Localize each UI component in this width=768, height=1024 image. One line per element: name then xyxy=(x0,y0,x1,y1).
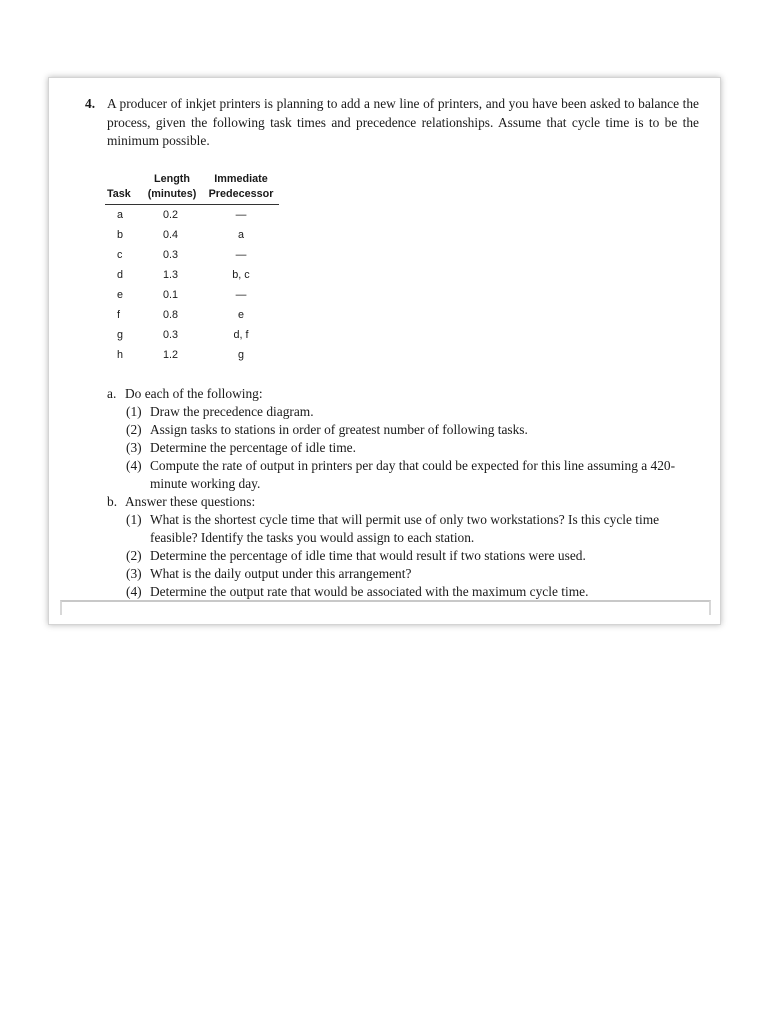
table-row xyxy=(105,345,279,365)
item-number: (3) xyxy=(126,566,142,581)
predecessor-cell: g xyxy=(237,349,244,361)
item-number: (1) xyxy=(126,512,142,527)
item-number: (2) xyxy=(126,548,142,563)
list-item xyxy=(107,457,701,493)
problem-number: 4. xyxy=(85,96,96,111)
predecessor-cell: — xyxy=(235,249,247,261)
questions xyxy=(107,385,701,601)
length-cell: 0.3 xyxy=(163,329,179,341)
item-text: Determine the output rate that would be associated with the maximum cycle time. xyxy=(150,584,589,599)
item-text: What is the daily output under this arrangement? xyxy=(150,566,412,581)
header-task: Task xyxy=(105,172,141,205)
length-cell: 0.3 xyxy=(163,249,179,261)
table-row xyxy=(105,285,279,305)
length-cell: 0.1 xyxy=(163,289,179,301)
problem-statement xyxy=(87,95,699,151)
list-item xyxy=(107,403,701,421)
length-cell: 1.3 xyxy=(163,269,179,281)
task-cell: h xyxy=(117,349,124,361)
task-cell: e xyxy=(117,289,124,301)
task-cell: c xyxy=(117,249,123,261)
predecessor-cell: b, c xyxy=(232,269,250,281)
predecessor-cell: — xyxy=(235,209,247,221)
task-cell: f xyxy=(117,309,120,321)
table-row xyxy=(105,225,279,245)
predecessor-cell: — xyxy=(235,289,247,301)
item-text: Compute the rate of output in printers per day that could be expected for this line assuming a 420-minute working day. xyxy=(150,458,676,491)
header-predecessor-line1: Immediate xyxy=(214,173,268,185)
table-header-row xyxy=(105,172,279,205)
header-predecessor xyxy=(203,172,279,205)
list-item xyxy=(107,421,701,439)
part-label: a. xyxy=(107,386,117,401)
table-row xyxy=(105,245,279,265)
item-text: Draw the precedence diagram. xyxy=(150,404,314,419)
page-bottom-frame xyxy=(60,600,711,615)
task-table xyxy=(105,172,279,365)
item-number: (1) xyxy=(126,404,142,419)
length-cell: 0.4 xyxy=(163,229,179,241)
task-cell: g xyxy=(117,329,124,341)
part-label: b. xyxy=(107,494,118,509)
table-row xyxy=(105,305,279,325)
item-text: Determine the percentage of idle time. xyxy=(150,440,356,455)
item-number: (2) xyxy=(126,422,142,437)
item-number: (4) xyxy=(126,584,142,599)
predecessor-cell: e xyxy=(237,309,244,321)
task-cell: d xyxy=(117,269,124,281)
predecessor-cell: a xyxy=(237,229,244,241)
list-item xyxy=(107,439,701,457)
header-length-line1: Length xyxy=(154,173,190,185)
part-title: Do each of the following: xyxy=(125,386,263,401)
part-b xyxy=(107,493,701,601)
list-item xyxy=(107,583,701,601)
item-number: (3) xyxy=(126,440,142,455)
item-text: Assign tasks to stations in order of greatest number of following tasks. xyxy=(150,422,528,437)
document-card xyxy=(48,77,721,625)
item-number: (4) xyxy=(126,458,142,473)
item-text: What is the shortest cycle time that will permit use of only two workstations? Is this cycle time feasible? Identify the tasks you would assign to each station. xyxy=(150,512,660,545)
table-row xyxy=(105,205,279,226)
predecessor-cell: d, f xyxy=(233,329,249,341)
length-cell: 0.8 xyxy=(163,309,179,321)
header-predecessor-line2: Predecessor xyxy=(208,188,274,200)
header-length xyxy=(141,172,203,205)
problem-text: A producer of inkjet printers is planning to add a new line of printers, and you have been asked to balance the process, given the following task times and precedence relationships. Assume that cycle time is to be the minimum possible. xyxy=(107,96,699,148)
task-cell: a xyxy=(117,209,124,221)
list-item xyxy=(107,565,701,583)
length-cell: 0.2 xyxy=(163,209,179,221)
list-item xyxy=(107,547,701,565)
part-a xyxy=(107,385,701,493)
list-item xyxy=(107,511,701,547)
item-text: Determine the percentage of idle time that would result if two stations were used. xyxy=(150,548,586,563)
length-cell: 1.2 xyxy=(163,349,179,361)
task-cell: b xyxy=(117,229,124,241)
table-row xyxy=(105,325,279,345)
table-row xyxy=(105,265,279,285)
part-title: Answer these questions: xyxy=(125,494,256,509)
header-length-line2: (minutes) xyxy=(147,188,197,200)
